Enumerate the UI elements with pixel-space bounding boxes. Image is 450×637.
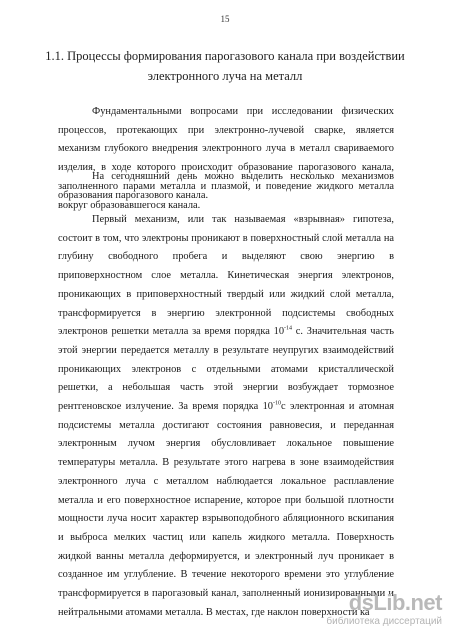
watermark-logo: dsLib.net: [348, 590, 442, 615]
section-title-line-1: 1.1. Процессы формирования парогазового канала при воздействии: [45, 49, 405, 63]
watermark: [307, 590, 442, 632]
paragraph-text-part: с электронная и атомная подсистемы металла достигают состояния равновесия, и переданная электронным лучом энергия обусловливает локальное повышение температуры металла. В результате этого нагрева в зоне взаимодействия электронного луча с металлом наблюдается локальное расплавление металла и его поверхностное испарение, которое при большой плотности мощности луча носит характер взрывоподобного абляционного вскипания и выброса мелких частиц или капель жидкого металла. Поверхность жидкой ванны металла деформируется, и электронный луч проникает в созданное им углубление. В течение некоторого времени это углубление трансформируется в парогазовый канал, заполненный ионизированными и нейтральными атомами металла. В местах, где наклон поверхности ка: [58, 401, 394, 618]
paragraph-text-part: Первый механизм, или так называемая «взрывная» гипотеза, состоит в том, что электроны проникают в поверхностный слой металла на глубину свободного пробега и выделяют свою энергию в приповерхностном слое металла. Кинетическая энергия электронов, проникающих в приповерхностный твердый или жидкий слой металла, трансформируется в энергию электронной подсистемы свободных электронов решетки металла за время порядка 10: [58, 214, 394, 338]
paragraph-text-part: с. Значительная часть этой энергии передается металлу в результате неупругих взаимодействий проникающих электронов с отдельными атомами кристаллической решетки, а небольшая часть этой энергии возбуждает тормозное рентгеновское излучение. За время порядка 10: [58, 326, 395, 413]
body-paragraph: [58, 168, 394, 205]
exponent: -14: [284, 325, 293, 332]
section-title-line-2: электронного луча на металл: [147, 69, 303, 83]
paragraph-text: Фундаментальными вопросами при исследовании физических процессов, протекающих при электронно-лучевой сварке, является механизм глубокого внедрения электронного луча в металл свариваемого изделия, в ходе которого происходит образование парогазового канала, заполненного парами металла и плазмой, и поведение жидкого металла вокруг образовавшегося канала.: [58, 106, 394, 211]
page-number: 15: [220, 14, 230, 24]
watermark-caption: библиотека диссертаций: [326, 616, 442, 627]
paragraph-text: [58, 211, 394, 622]
paragraph-text: На сегодняшний день можно выделить несколько механизмов образования парогазового канала.: [58, 171, 394, 201]
exponent: -10: [273, 400, 281, 407]
